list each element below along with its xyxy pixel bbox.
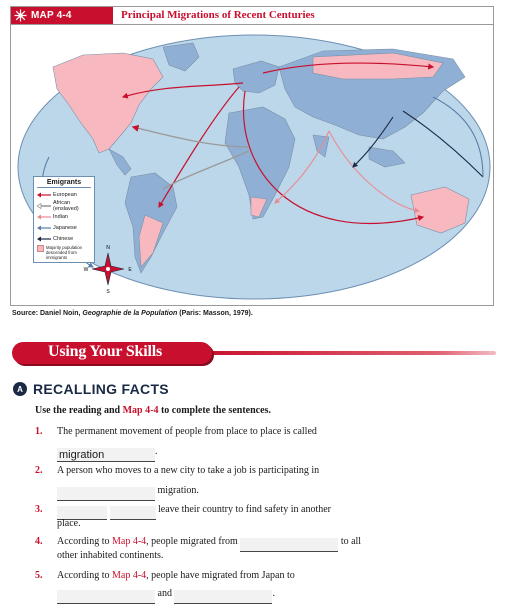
gray-arrow-icon bbox=[37, 203, 51, 209]
map-body bbox=[13, 27, 491, 303]
map-badge bbox=[11, 7, 113, 24]
question-2: 2. A person who moves to a new city to take a job is participating in migration. bbox=[35, 461, 395, 503]
section-title: RECALLING FACTS bbox=[33, 381, 169, 397]
compass-s: S bbox=[106, 289, 110, 295]
light-blue-arrow-icon bbox=[37, 225, 51, 231]
answer-blank-1[interactable]: migration bbox=[57, 448, 155, 462]
compass-e: E bbox=[128, 267, 132, 273]
map-legend bbox=[33, 176, 95, 263]
star-burst-icon bbox=[11, 7, 29, 24]
legend-item-japanese: Japanese bbox=[37, 222, 91, 233]
legend-item-african: African (enslaved) bbox=[37, 200, 91, 211]
navy-arrow-icon bbox=[37, 236, 51, 242]
question-1: 1. The permanent movement of people from place to place is called migration . bbox=[35, 426, 317, 461]
answer-blank-2[interactable] bbox=[57, 487, 155, 501]
question-5: 5. According to Map 4-4, people have migrated from Japan to and . bbox=[35, 566, 395, 608]
legend-item-indian: Indian bbox=[37, 211, 91, 222]
legend-item-majority: Majority population descended from immigrants bbox=[37, 244, 91, 260]
section-heading bbox=[13, 381, 169, 397]
map-badge-label: MAP 4-4 bbox=[31, 10, 72, 21]
red-arrow-icon bbox=[37, 192, 51, 198]
compass-n: N bbox=[106, 245, 110, 251]
skills-banner-label: Using Your Skills bbox=[48, 343, 162, 360]
map-source: Source: Daniel Noin, Geographie de la Population (Paris: Masson, 1979). bbox=[12, 310, 253, 317]
map-title: Principal Migrations of Recent Centuries bbox=[121, 9, 315, 21]
answer-blank-5a[interactable] bbox=[57, 590, 155, 604]
map-header bbox=[11, 7, 493, 25]
pink-arrow-icon bbox=[37, 214, 51, 220]
pink-swatch-icon bbox=[37, 245, 44, 252]
skills-banner bbox=[0, 338, 518, 364]
legend-title: Emigrants bbox=[37, 179, 91, 188]
legend-item-chinese: Chinese bbox=[37, 233, 91, 244]
migration-map bbox=[10, 6, 494, 306]
compass-w: W bbox=[83, 267, 89, 273]
instructions: Use the reading and Map 4-4 to complete the sentences. bbox=[35, 405, 271, 416]
question-3: 3. leave their country to find safety in another place. bbox=[35, 504, 331, 529]
legend-item-european: European bbox=[37, 189, 91, 200]
answer-blank-5b[interactable] bbox=[174, 590, 272, 604]
section-letter-icon: A bbox=[13, 382, 27, 396]
question-4: 4. According to Map 4-4, people migrated from to all other inhabited continents. bbox=[35, 536, 362, 561]
skills-banner-line bbox=[200, 351, 496, 355]
